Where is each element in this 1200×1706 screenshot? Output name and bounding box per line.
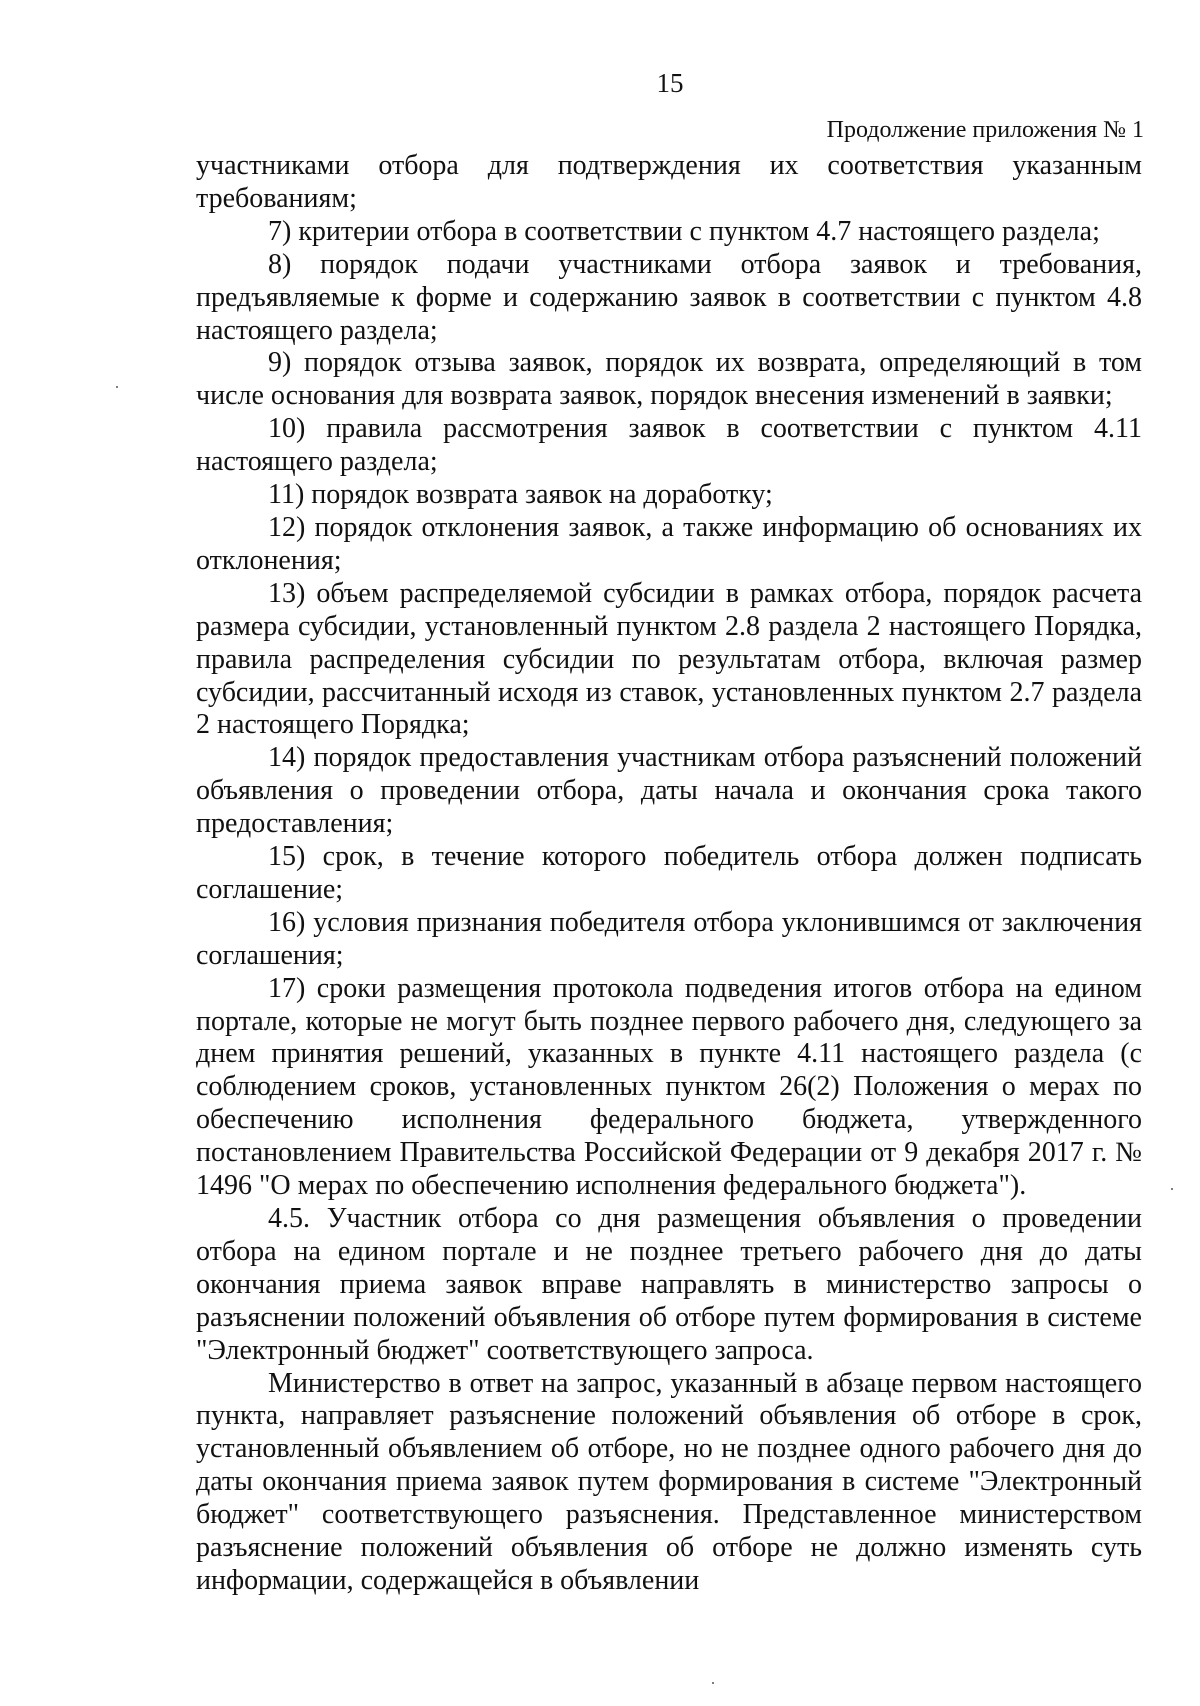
paragraph-continuation: участниками отбора для подтверждения их соответствия указанным требованиям; [196, 150, 1142, 214]
list-item-12: 12) порядок отклонения заявок, а также информацию об основаниях их отклонения; [196, 511, 1142, 576]
list-item-15: 15) срок, в течение которого победитель отбора должен подписать соглашение; [196, 841, 1142, 905]
list-item-10: 10) правила рассмотрения заявок в соответствии с пунктом 4.11 настоящего раздела; [196, 413, 1142, 478]
list-item-9: 9) порядок отзыва заявок, порядок их возврата, определяющий в том числе основания для возврата заявок, порядок внесения изменений в заявки; [196, 347, 1142, 412]
section-4-5-paragraph: 4.5. Участник отбора со дня размещения объявления о проведении отбора на едином портале и не позднее третьего рабочего дня до даты окончания приема заявок вправе направлять в министерство запросы о разъяснении положений объявления об отборе путем формирования в системе "Электронный бюджет" соответствующего запроса. [196, 1203, 1142, 1366]
ministry-response-paragraph: Министерство в ответ на запрос, указанный в абзаце первом настоящего пункта, направляет разъяснение положений объявления об отборе в срок, установленный объявлением об отборе, но не позднее одного рабочего дня до даты окончания приема заявок путем формирования в системе "Электронный бюджет" соответствующего разъяснения. Представленное министерством разъяснение положений объявления об отборе не должно изменять суть информации, содержащейся в объявлении [196, 1367, 1142, 1596]
scan-speck [712, 1682, 714, 1684]
list-item-11: 11) порядок возврата заявок на доработку; [268, 479, 773, 511]
scan-speck [116, 386, 118, 388]
list-item-17: 17) сроки размещения протокола подведения итогов отбора на едином портале, которые не могут быть позднее первого рабочего дня, следующего за днем принятия решений, указанных в пункте 4.11 настоящего раздела (с соблюдением сроков, установленных пунктом 26(2) Положения о мерах по обеспечению исполнения федерального бюджета, утвержденного постановлением Правительства Российской Федерации от 9 декабря 2017 г. № 1496 "О мерах по обеспечению исполнения федерального бюджета"). [196, 972, 1142, 1202]
document-body [196, 150, 1142, 1598]
scan-speck [1171, 1188, 1173, 1190]
list-item-14: 14) порядок предоставления участникам отбора разъяснений положений объявления о проведении отбора, даты начала и окончания срока такого предоставления; [196, 742, 1142, 840]
page-number: 15 [656, 68, 684, 98]
list-item-7: 7) критерии отбора в соответствии с пунктом 4.7 настоящего раздела; [268, 215, 1100, 247]
list-item-8: 8) порядок подачи участниками отбора заявок и требования, предъявляемые к форме и содержанию заявок в соответствии с пунктом 4.8 настоящего раздела; [196, 248, 1142, 346]
list-item-13: 13) объем распределяемой субсидии в рамках отбора, порядок расчета размера субсидии, установленный пунктом 2.8 раздела 2 настоящего Порядка, правила распределения субсидии по результатам отбора, включая размер субсидии, рассчитанный исходя из ставок, установленных пунктом 2.7 раздела 2 настоящего Порядка; [196, 577, 1142, 741]
appendix-continuation-note: Продолжение приложения № 1 [826, 117, 1144, 143]
list-item-16: 16) условия признания победителя отбора уклонившимся от заключения соглашения; [196, 906, 1142, 971]
